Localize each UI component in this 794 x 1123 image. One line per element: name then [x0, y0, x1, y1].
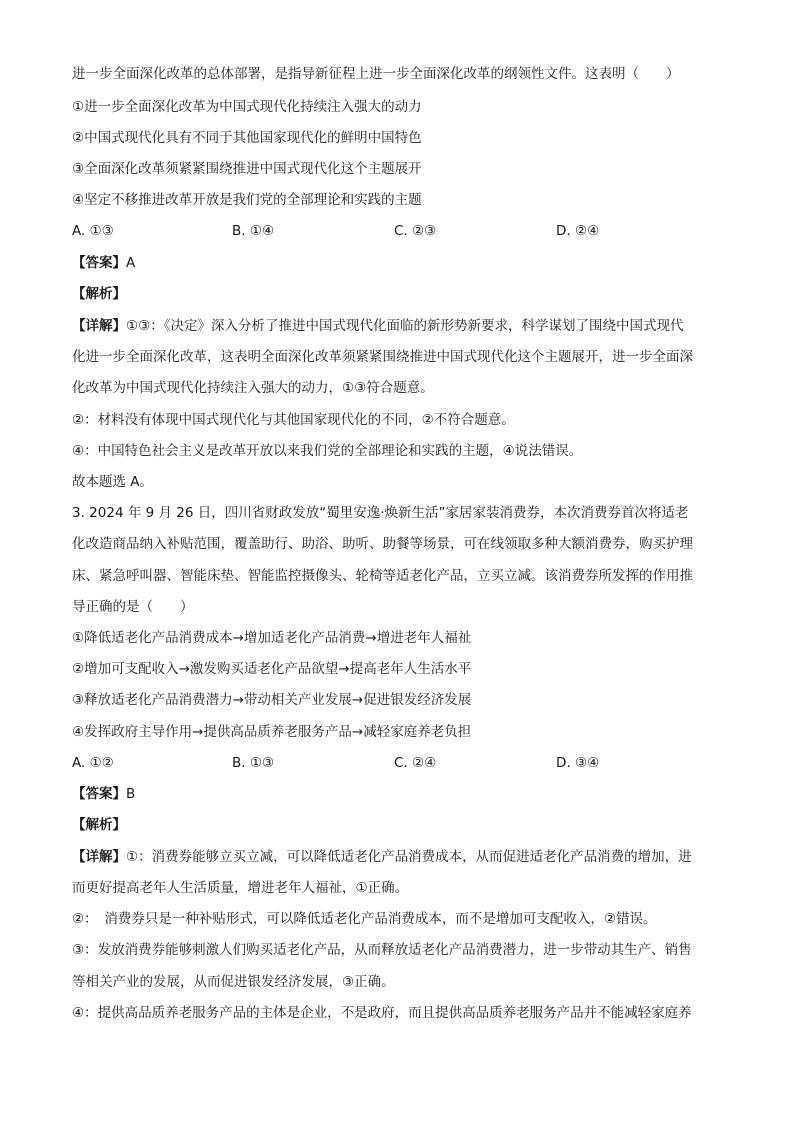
q2-statement-3: ③全面深化改革须紧紧围绕推进中国式现代化这个主题展开 [72, 161, 422, 177]
detail-label: 【详解】 [72, 849, 126, 865]
analysis-label: 【解析】 [72, 286, 126, 302]
detail-label: 【详解】 [72, 318, 126, 334]
q2-statement-2: ②中国式现代化具有不同于其他国家现代化的鲜明中国特色 [72, 130, 422, 146]
detail-text: ①③：《决定》深入分析了推进中国式现代化面临的新形势新要求，科学谋划了围绕中国式现代 [126, 318, 684, 334]
q3-answer [72, 784, 727, 804]
q2-detail-line-4: ②：材料没有体现中国式现代化与其他国家现代化的不同，②不符合题意。 [72, 412, 515, 428]
q2-option-a: A. ①③ [72, 223, 114, 239]
q2-statement-1: ①进一步全面深化改革为中国式现代化持续注入强大的动力 [72, 99, 422, 115]
q2-option-b: B. ①④ [232, 223, 275, 239]
q2-answer [72, 253, 727, 273]
detail-text: ①：消费券能够立买立减，可以降低适老化产品消费成本，从而促进适老化产品消费的增加，进 [126, 849, 692, 865]
answer-value: B [126, 786, 136, 802]
analysis-label: 【解析】 [72, 817, 126, 833]
q3-detail-line-1 [72, 847, 727, 867]
q2-detail-line-1 [72, 316, 727, 336]
q3-option-b: B. ①③ [232, 755, 275, 771]
q3-stem-line-2: 化改造商品纳入补贴范围，覆盖助行、助浴、助听、助餐等场景，可在线领取多种大额消费券，购买护理 [72, 536, 693, 552]
q3-detail-line-2: 而更好提高老年人生活质量，增进老年人福祉，①正确。 [72, 880, 409, 896]
q3-option-a: A. ①② [72, 755, 114, 771]
q2-detail-line-5: ④：中国特色社会主义是改革开放以来我们党的全部理论和实践的主题，④说法错误。 [72, 443, 583, 459]
q3-stem-line-4: 导正确的是（ ） [72, 599, 194, 615]
q2-stem-tail: 进一步全面深化改革的总体部署，是指导新征程上进一步全面深化改革的纲领性文件。这表明（ ） [72, 66, 680, 82]
q3-analysis-label [72, 815, 727, 835]
q2-analysis-label [72, 284, 727, 304]
q3-stem-line-1: 3. 2024 年 9 月 26 日，四川省财政发放“蜀里安逸·焕新生活”家居家装消费券，本次消费券首次将适老 [72, 505, 689, 521]
q3-option-c: C. ②④ [394, 755, 437, 771]
q2-detail-line-2: 化进一步全面深化改革，这表明全面深化改革须紧紧围绕推进中国式现代化这个主题展开，进一步全面深 [72, 349, 693, 365]
q3-statement-3: ③释放适老化产品消费潜力→带动相关产业发展→促进银发经济发展 [72, 692, 472, 708]
q3-statement-1: ①降低适老化产品消费成本→增加适老化产品消费→增进老年人福祉 [72, 630, 472, 646]
q3-detail-line-3: ②： 消费券只是一种补贴形式，可以降低适老化产品消费成本，而不是增加可支配收入，②错误。 [72, 911, 657, 927]
q2-detail-line-6: 故本题选 A。 [72, 474, 154, 490]
q3-detail-line-5: 等相关产业的发展，从而促进银发经济发展，③正确。 [72, 974, 395, 990]
q3-detail-line-6: ④：提供高品质养老服务产品的主体是企业，不是政府，而且提供高品质养老服务产品并不能减轻家庭养 [72, 1005, 692, 1021]
q3-detail-line-4: ③：发放消费券能够刺激人们购买适老化产品，从而释放适老化产品消费潜力，进一步带动其生产、销售 [72, 942, 692, 958]
q3-statement-4: ④发挥政府主导作用→提供高品质养老服务产品→减轻家庭养老负担 [72, 724, 472, 740]
q3-stem-line-3: 床、紧急呼叫器、智能床垫、智能监控摄像头、轮椅等适老化产品，立买立减。该消费券所发挥的作用推 [72, 568, 693, 584]
answer-label: 【答案】 [72, 786, 126, 802]
q2-statement-4: ④坚定不移推进改革开放是我们党的全部理论和实践的主题 [72, 192, 422, 208]
q2-detail-line-3: 化改革为中国式现代化持续注入强大的动力，①③符合题意。 [72, 380, 434, 396]
answer-label: 【答案】 [72, 255, 126, 271]
answer-value: A [126, 255, 136, 271]
q3-option-d: D. ③④ [556, 755, 600, 771]
q2-option-d: D. ②④ [556, 223, 600, 239]
q2-option-c: C. ②③ [394, 223, 437, 239]
q3-statement-2: ②增加可支配收入→激发购买适老化产品欲望→提高老年人生活水平 [72, 661, 472, 677]
